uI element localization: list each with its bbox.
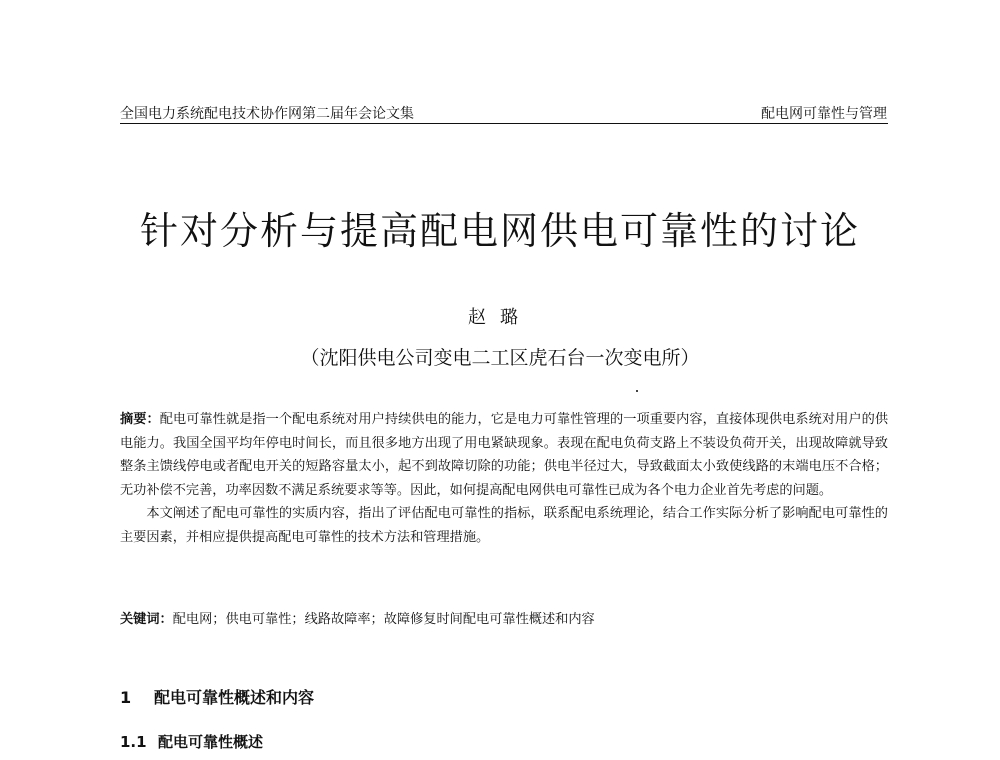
keywords <box>120 610 900 630</box>
running-header-left: 全国电力系统配电技术协作网第二届年会论文集 <box>120 106 414 122</box>
abstract-paragraph-1 <box>120 408 888 502</box>
author-affiliation: （沈阳供电公司变电二工区虎石台一次变电所） <box>300 347 700 369</box>
subsection-number: 1.1 <box>120 733 147 751</box>
author-name: 赵璐 <box>468 307 532 328</box>
section-title: 配电可靠性概述和内容 <box>154 688 315 707</box>
subsection-title: 配电可靠性概述 <box>158 733 264 751</box>
section-number: 1 <box>120 688 132 707</box>
abstract-label: 摘要： <box>120 412 160 427</box>
abstract-text-1: 配电可靠性就是指一个配电系统对用户持续供电的能力，它是电力可靠性管理的一项重要内容，直接体现供电系统对用户的供电能力。我国全国平均年停电时间长，而且很多地方出现了用电紧缺现象。表现在配电负荷支路上不装设负荷开关，出现故障就导致整条主馈线停电或者配电开关的短路容量太小，起不到故障切除的功能；供电半径过大，导致截面太小致使线路的末端电压不合格；无功补偿不完善，功率因数不满足系统要求等等。因此，如何提高配电网供电可靠性已成为各个电力企业首先考虑的问题。 <box>120 412 889 498</box>
header-divider <box>120 123 888 124</box>
scan-speck <box>636 390 638 392</box>
abstract <box>120 408 888 550</box>
subsection-heading-1-1 <box>120 731 263 752</box>
keywords-label: 关键词： <box>120 612 173 627</box>
abstract-paragraph-2: 本文阐述了配电可靠性的实质内容，指出了评估配电可靠性的指标，联系配电系统理论，结合工作实际分析了影响配电可靠性的主要因素，并相应提供提高配电可靠性的技术方法和管理措施。 <box>120 506 888 545</box>
keywords-text: 配电网；供电可靠性；线路故障率；故障修复时间配电可靠性概述和内容 <box>172 612 595 627</box>
running-header-right: 配电网可靠性与管理 <box>761 106 887 122</box>
paper-title: 针对分析与提高配电网供电可靠性的讨论 <box>139 209 860 253</box>
section-heading-1 <box>120 685 314 708</box>
